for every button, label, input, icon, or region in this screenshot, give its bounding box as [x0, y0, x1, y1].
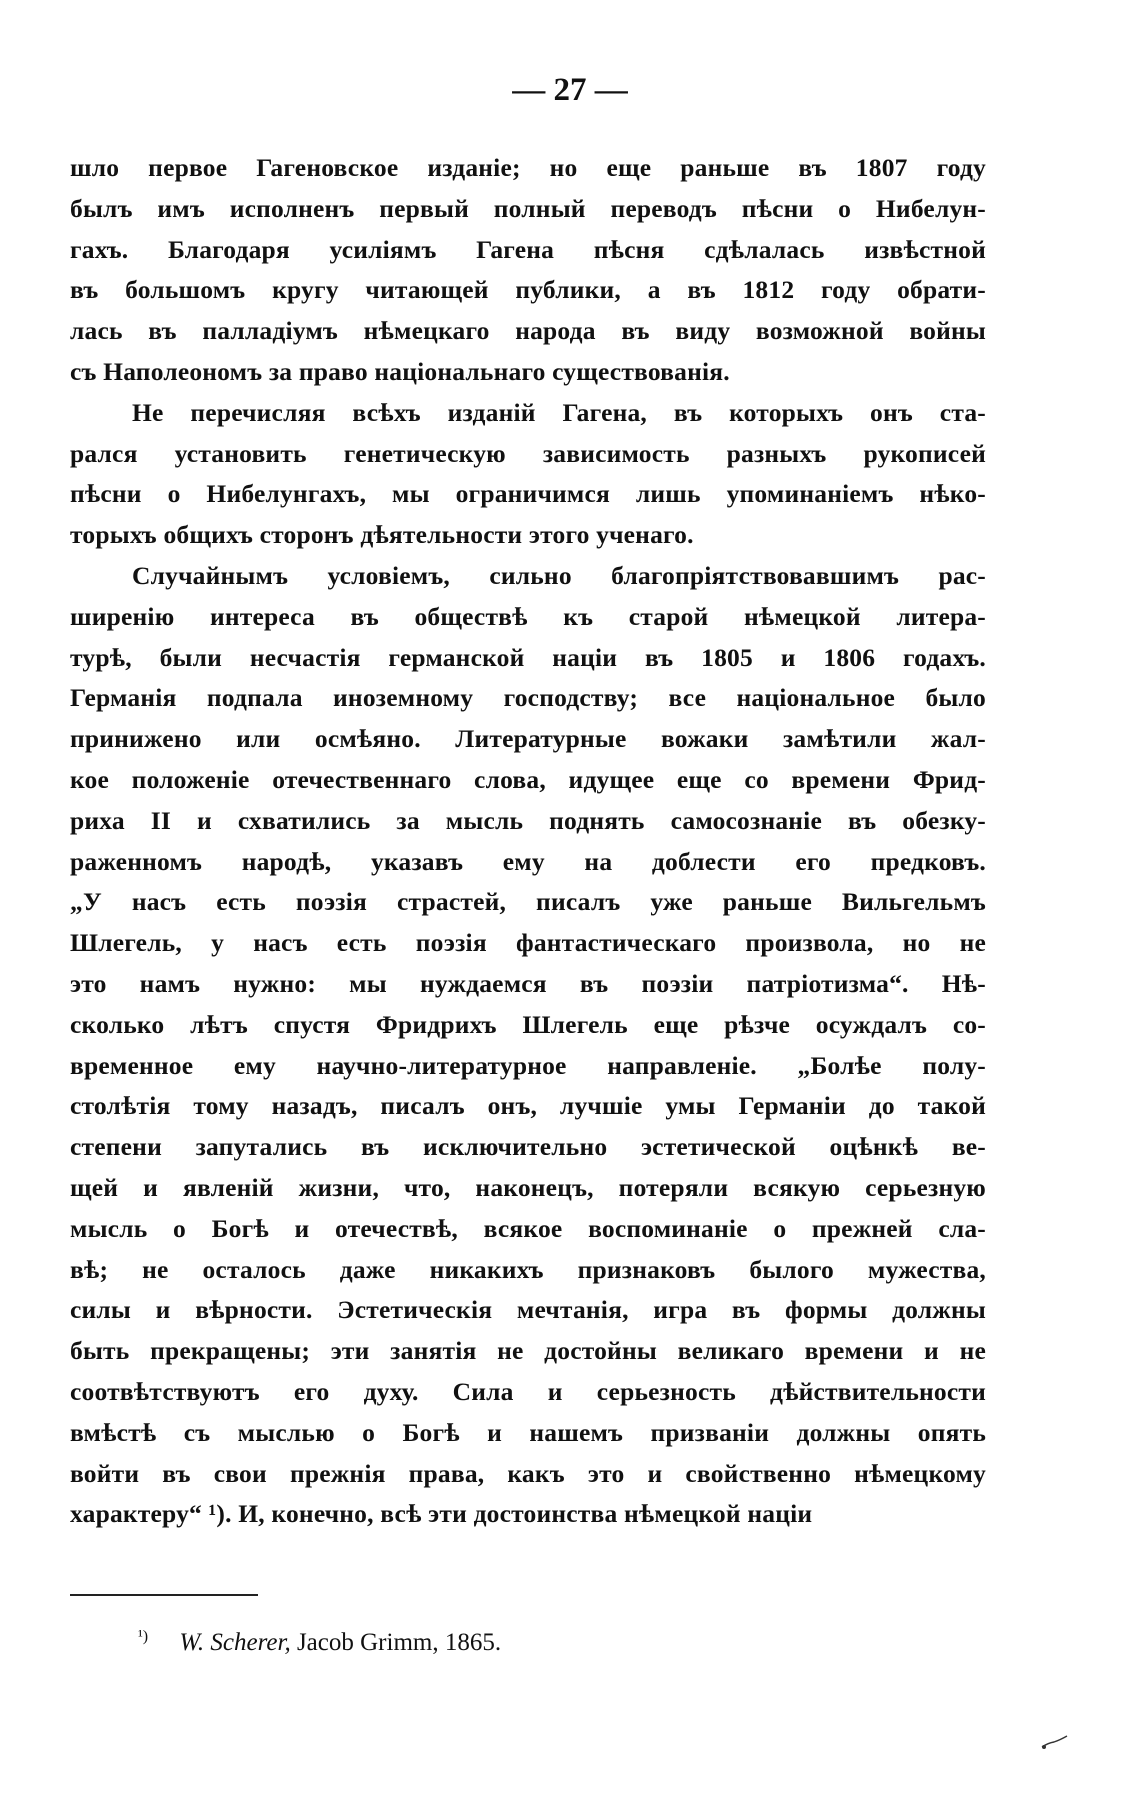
text-line: принижено или осмѣяно. Литературные вожаки замѣтили жал-: [70, 724, 986, 754]
text-line: турѣ, были несчастiя германской нацiи въ 1805 и 1806 годахъ.: [70, 642, 986, 672]
text-line: сколько лѣтъ спустя Фридрихъ Шлегель еще рѣзче осуждалъ со-: [70, 1009, 986, 1039]
text-line: столѣтiя тому назадъ, писалъ онъ, лучшiе умы Германiи до такой: [70, 1091, 986, 1121]
text-line: рался установить генетическую зависимость разныхъ рукописей: [70, 438, 986, 468]
text-line: былъ имъ исполненъ первый полный переводъ пѣсни о Нибелун-: [70, 193, 986, 223]
text-line: шло первое Гагеновское изданiе; но еще раньше въ 1807 году: [70, 153, 986, 182]
paragraph-2: [70, 393, 986, 556]
text-line: степени запутались въ исключительно эстетической оцѣнкѣ ве-: [70, 1132, 986, 1162]
text-line: щей и явленiй жизни, что, наконецъ, потеряли всякую серьезную: [70, 1172, 986, 1202]
footnote-rule: [70, 1594, 258, 1596]
paragraph-3: [70, 556, 986, 1535]
footnote-work: Jacob Grimm, 1865.: [296, 1629, 502, 1656]
text-line: вмѣстѣ съ мыслью о Богѣ и нашемъ призванiи должны опять: [70, 1417, 986, 1447]
page-number: — 27 —: [512, 72, 628, 108]
text-line: силы и вѣрности. Эстетическiя мечтанiя, игра въ формы должны: [70, 1295, 986, 1325]
text-line: кое положенiе отечественнаго слова, идущее еще со времени Фрид-: [70, 764, 986, 794]
text-line: войти въ свои прежнiя права, какъ это и свойственно нѣмецкому: [70, 1458, 986, 1488]
footnote-marker: ¹): [138, 1628, 149, 1645]
text-line: торыхъ общихъ сторонъ дѣятельности этого ученаго.: [70, 520, 694, 550]
text-line: характеру“ ¹). И, конечно, всѣ эти достоинства нѣмецкой нацiи: [70, 1499, 813, 1529]
paragraph-1: [70, 148, 986, 393]
text-line: временное ему научно-литературное направленiе. „Болѣе полу-: [70, 1050, 986, 1080]
text-line: Случайнымъ условiемъ, сильно благопрiятствовавшимъ рас-: [132, 560, 986, 590]
text-line: вѣ; не осталось даже никакихъ признаковъ былого мужества,: [70, 1254, 986, 1284]
text-line: лась въ палладiумъ нѣмецкаго народа въ виду возможной войны: [70, 316, 986, 346]
text-line: пѣсни о Нибелунгахъ, мы ограничимся лишь упоминанiемъ нѣко-: [70, 479, 986, 509]
scan-speck: [1040, 1733, 1070, 1751]
text-line: ширенiю интереса въ обществѣ къ старой нѣмецкой литера-: [70, 601, 986, 631]
text-line: Германiя подпала иноземному господству; все нацiональное было: [70, 683, 986, 713]
body-text: [70, 148, 986, 1535]
text-line: съ Наполеономъ за право нацiональнаго существованiя.: [70, 356, 730, 386]
text-line: мысль о Богѣ и отечествѣ, всякое воспоминанiе о прежней сла-: [70, 1213, 986, 1243]
text-line: гахъ. Благодаря усилiямъ Гагена пѣсня сдѣлалась извѣстной: [70, 234, 986, 264]
text-line: быть прекращены; эти занятiя не достойны великаго времени и не: [70, 1336, 986, 1366]
text-line: это намъ нужно: мы нуждаемся въ поэзiи патрiотизма“. Нѣ-: [70, 968, 986, 998]
text-line: Шлегель, у насъ есть поэзiя фантастическаго произвола, но не: [70, 928, 986, 958]
text-line: соотвѣтствуютъ его духу. Сила и серьезность дѣйствительности: [70, 1376, 986, 1406]
text-line: „У насъ есть поэзiя страстей, писалъ уже раньше Вильгельмъ: [70, 887, 986, 917]
text-line: риха II и схватились за мысль поднять самосознанiе въ обезку-: [70, 805, 986, 835]
text-line: раженномъ народѣ, указавъ ему на доблести его предковъ.: [70, 846, 986, 876]
text-line: Не перечисляя всѣхъ изданiй Гагена, въ которыхъ онъ ста-: [132, 397, 986, 427]
footnote-author: W. Scherer,: [179, 1629, 291, 1656]
text-line: въ большомъ кругу читающей публики, а въ 1812 году обрати-: [70, 275, 986, 305]
footnote: [138, 1620, 501, 1660]
